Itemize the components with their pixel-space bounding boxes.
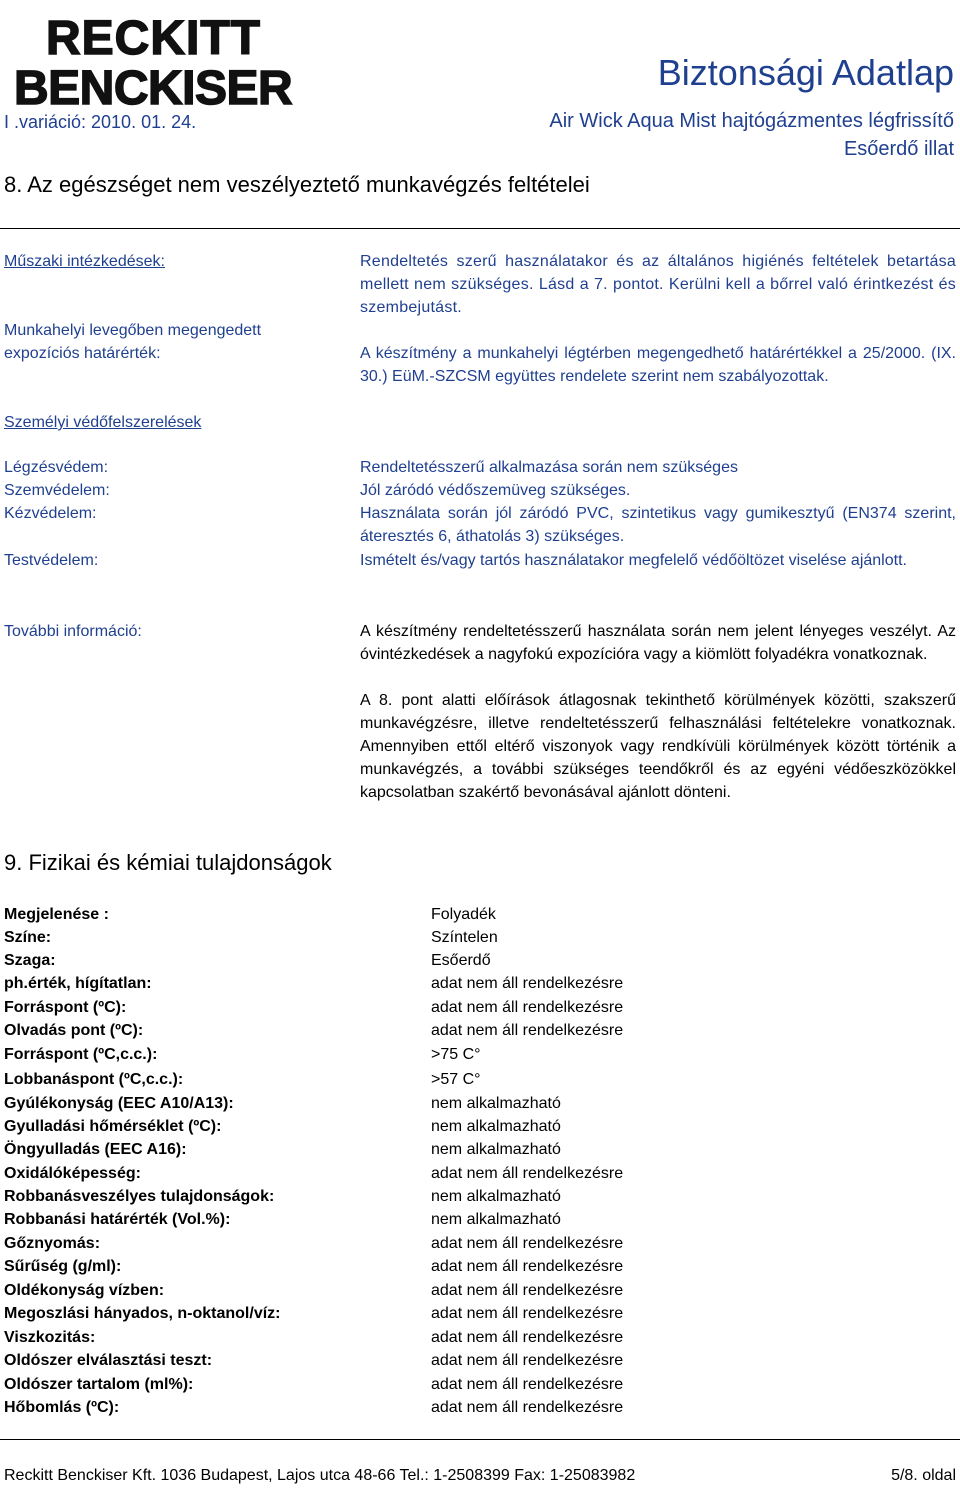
- property-label: Oldószer elválasztási teszt:: [4, 1352, 213, 1369]
- property-label: Szaga:: [4, 952, 56, 969]
- document-title: Biztonsági Adatlap: [657, 52, 954, 93]
- text-further-information-2: A 8. pont alatti előírások átlagosnak tekinthető körülmények közötti, szakszerű munkavégzésre, illetve rendeltetésszerű felhasználási feltételekre vonatkoznak. Amennyiben ettől eltérő viszonyok vagy rendkívüli körülmények között történik a munkavégzés, a további szükséges teendőkről és az egyéni védőeszközökkel kapcsolatban szakértő bevonásával ajánlott dönteni.: [360, 692, 956, 801]
- property-value: nem alkalmazható: [431, 1118, 561, 1135]
- label-eye-protection: Szemvédelem:: [4, 482, 110, 499]
- property-label: Öngyulladás (EEC A16):: [4, 1141, 187, 1158]
- page-number: 5/8. oldal: [891, 1467, 956, 1484]
- logo-line-1: RECKITT: [46, 12, 261, 65]
- text-exposure-limit: A készítmény a munkahelyi légtérben megengedhető határértékkel a 25/2000. (IX. 30.) EüM.-SZCSM együttes rendelete szerint nem szabályozottak.: [360, 345, 956, 385]
- property-value: adat nem áll rendelkezésre: [431, 1165, 624, 1182]
- label-personal-protective-equipment: Személyi védőfelszerelések: [4, 414, 202, 431]
- property-label: Megjelenése :: [4, 906, 109, 923]
- label-respiratory-protection: Légzésvédem:: [4, 459, 109, 476]
- property-value: Esőerdő: [431, 952, 491, 969]
- property-value: nem alkalmazható: [431, 1095, 561, 1112]
- logo-line-2: BENCKISER: [14, 62, 293, 115]
- label-further-information: További információ:: [4, 623, 142, 640]
- footer-divider: [0, 1439, 960, 1440]
- text-eye-protection: Jól záródó védőszemüveg szükséges.: [360, 482, 631, 499]
- label-body-protection: Testvédelem:: [4, 552, 99, 569]
- property-label: Robbanási határérték (Vol.%):: [4, 1211, 231, 1228]
- property-label: Forráspont (ºC):: [4, 999, 127, 1016]
- property-label: Robbanásveszélyes tulajdonságok:: [4, 1188, 275, 1205]
- property-value: >57 C°: [431, 1071, 481, 1088]
- text-hand-protection: Használata során jól záródó PVC, szintetikus vagy gumikesztyű (EN374 szerint, áteresztés 6, áthatolás 3) szükséges.: [360, 505, 956, 545]
- label-exposure-limit-line-1: Munkahelyi levegőben megengedett: [4, 322, 262, 339]
- property-value: adat nem áll rendelkezésre: [431, 1282, 624, 1299]
- text-technical-measures: Rendeltetés szerű használatakor és az általános higiénés feltételek betartása mellett nem szükséges. Lásd a 7. pontot. Kerülni kell a bőrrel való érintkezést és szembejutást.: [360, 253, 956, 316]
- label-hand-protection: Kézvédelem:: [4, 505, 97, 522]
- property-value: adat nem áll rendelkezésre: [431, 1235, 624, 1252]
- property-label: Színe:: [4, 929, 52, 946]
- property-value: adat nem áll rendelkezésre: [431, 1399, 624, 1416]
- label-technical-measures: Műszaki intézkedések:: [4, 253, 165, 270]
- property-value: adat nem áll rendelkezésre: [431, 1352, 624, 1369]
- property-label: Megoszlási hányados, n-oktanol/víz:: [4, 1305, 281, 1322]
- section-divider: [0, 228, 960, 229]
- property-value: adat nem áll rendelkezésre: [431, 1329, 624, 1346]
- property-value: adat nem áll rendelkezésre: [431, 975, 624, 992]
- section-8-heading: 8. Az egészséget nem veszélyeztető munkavégzés feltételei: [4, 172, 590, 197]
- property-label: Hőbomlás (ºC):: [4, 1399, 120, 1416]
- property-label: Sűrűség (g/ml):: [4, 1258, 122, 1275]
- footer: [4, 1467, 956, 1485]
- property-value: adat nem áll rendelkezésre: [431, 1376, 624, 1393]
- property-label: Gyúlékonyság (EEC A10/A13):: [4, 1095, 234, 1112]
- property-label: Gyulladási hőmérséklet (ºC):: [4, 1118, 222, 1135]
- text-further-information-1: A készítmény rendeltetésszerű használata során nem jelent lényeges veszélyt. Az óvintézkedések a nagyfokú expozícióra vagy a kiömlött folyadékra vonatkoznak.: [360, 623, 956, 663]
- product-name: Air Wick Aqua Mist hajtógázmentes légfrissítő: [549, 110, 954, 132]
- property-label: Gőznyomás:: [4, 1235, 101, 1252]
- property-value: adat nem áll rendelkezésre: [431, 1305, 624, 1322]
- product-scent: Esőerdő illat: [843, 138, 954, 160]
- property-value: adat nem áll rendelkezésre: [431, 1258, 624, 1275]
- property-label: Oldószer tartalom (ml%):: [4, 1376, 194, 1393]
- property-label: Viszkozitás:: [4, 1329, 96, 1346]
- text-respiratory-protection: Rendeltetésszerű alkalmazása során nem szükséges: [360, 459, 738, 476]
- property-value: nem alkalmazható: [431, 1188, 561, 1205]
- property-value: nem alkalmazható: [431, 1211, 561, 1228]
- property-value: nem alkalmazható: [431, 1141, 561, 1158]
- property-value: adat nem áll rendelkezésre: [431, 999, 624, 1016]
- text-body-protection: Ismételt és/vagy tartós használatakor megfelelő védőöltözet viselése ajánlott.: [360, 552, 907, 569]
- footer-company-info: Reckitt Benckiser Kft. 1036 Budapest, Lajos utca 48-66 Tel.: 1-2508399 Fax: 1-25083982: [4, 1467, 636, 1484]
- property-label: Oxidálóképesség:: [4, 1165, 141, 1182]
- property-label: Lobbanáspont (ºC,c.c.):: [4, 1071, 184, 1088]
- property-label: ph.érték, hígítatlan:: [4, 975, 152, 992]
- property-value: Folyadék: [431, 906, 496, 923]
- variation-date: I .variáció: 2010. 01. 24.: [4, 112, 197, 132]
- property-label: Olvadás pont (ºC):: [4, 1022, 144, 1039]
- section-9-heading: 9. Fizikai és kémiai tulajdonságok: [4, 850, 332, 875]
- reckitt-benckiser-logo: [12, 8, 297, 116]
- property-value: Színtelen: [431, 929, 498, 946]
- property-value: adat nem áll rendelkezésre: [431, 1022, 624, 1039]
- property-label: Forráspont (ºC,c.c.):: [4, 1046, 158, 1063]
- property-label: Oldékonyság vízben:: [4, 1282, 165, 1299]
- label-exposure-limit-line-2: expozíciós határérték:: [4, 345, 161, 362]
- property-value: >75 C°: [431, 1046, 481, 1063]
